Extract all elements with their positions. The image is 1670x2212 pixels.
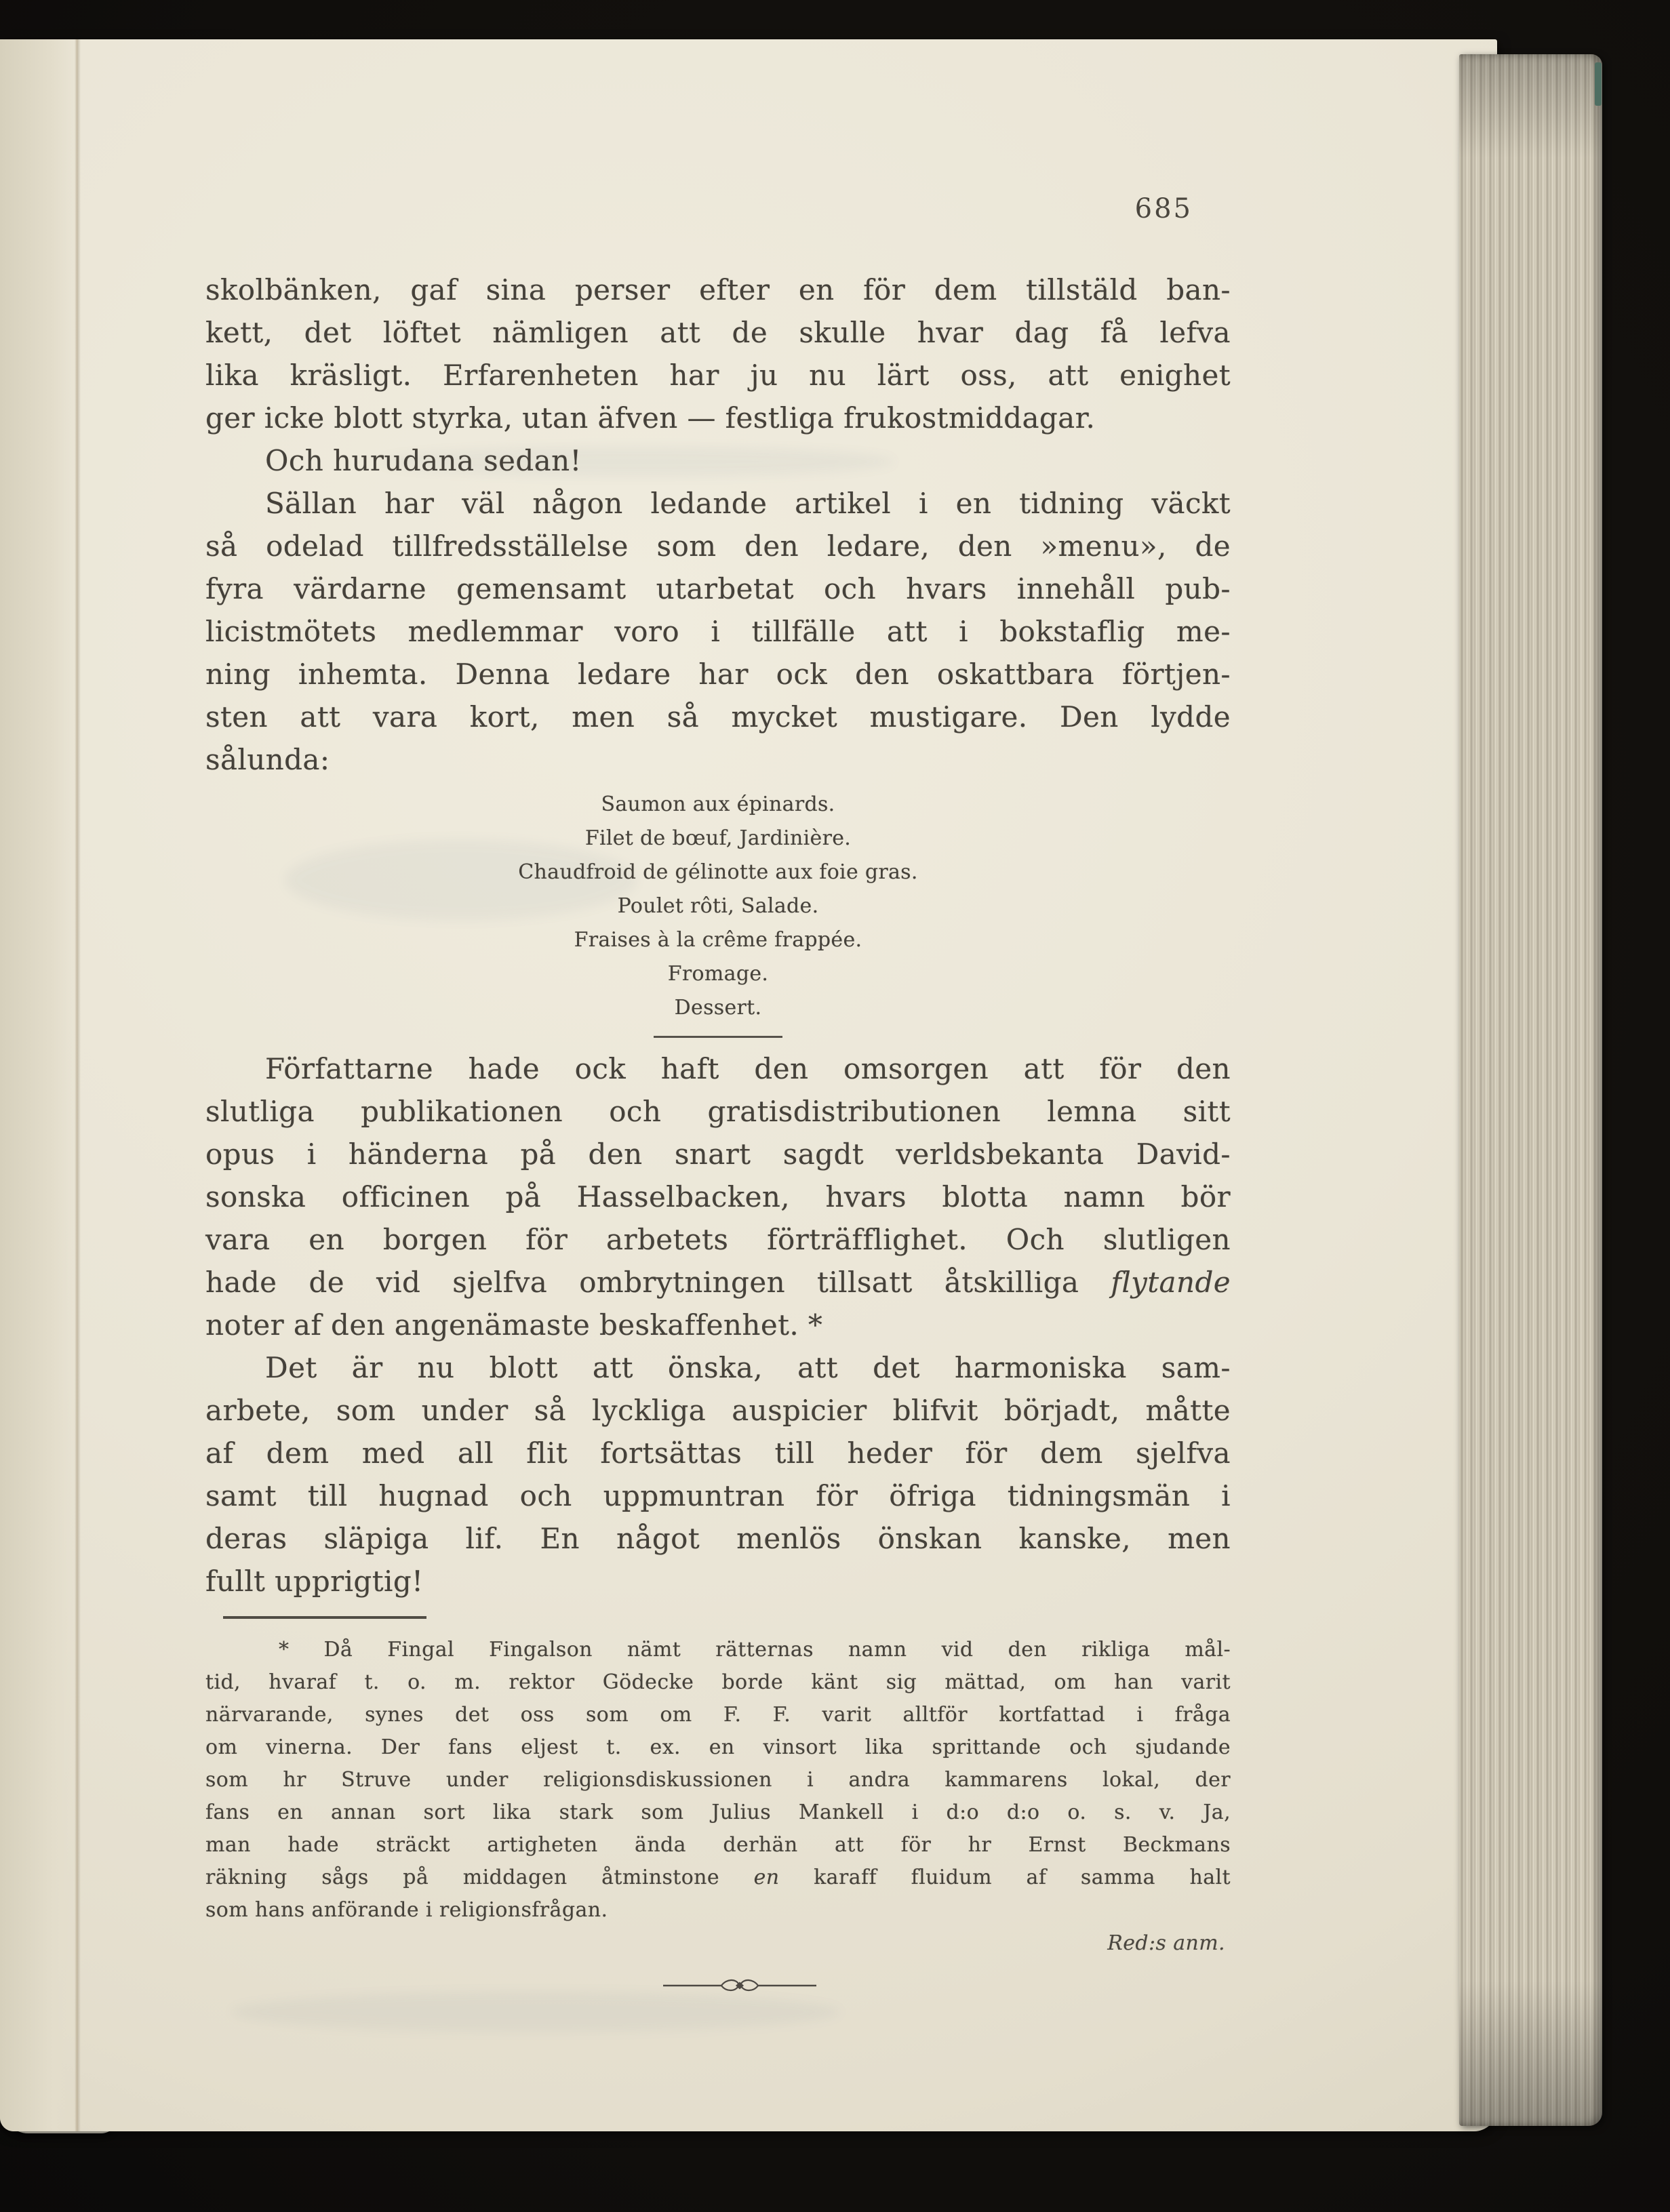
page-number: 685 bbox=[1134, 193, 1193, 224]
paragraph-continuation bbox=[205, 268, 1231, 439]
page-gutter-shadow bbox=[0, 39, 81, 2131]
ornament-icon bbox=[662, 1977, 818, 1994]
text-line: fullt upprigtig! bbox=[205, 1565, 424, 1598]
text-line: kett, det löftet nämligen att de skulle hvar dag få lefva bbox=[205, 316, 1231, 349]
paragraph bbox=[205, 1047, 1231, 1346]
bleed-through-smudge bbox=[231, 1992, 841, 2032]
italic-word: flytande bbox=[1111, 1266, 1231, 1299]
text-line: sonska officinen på Hasselbacken, hvars blotta namn bör bbox=[205, 1180, 1231, 1213]
page-content bbox=[205, 194, 1231, 1997]
text-line bbox=[205, 1261, 1231, 1304]
menu-item: Fraises à la crême frappée. bbox=[574, 928, 862, 952]
menu-item: Chaudfroid de gélinotte aux foie gras. bbox=[518, 860, 918, 884]
footnote-line: tid, hvaraf t. o. m. rektor Gödecke borde känt sig mättad, om han varit bbox=[205, 1670, 1231, 1694]
text-line: sålunda: bbox=[205, 743, 330, 776]
text-span: karaff fluidum af samma halt bbox=[779, 1866, 1231, 1889]
footnote-separator bbox=[223, 1616, 426, 1619]
footnote-line: som hr Struve under religionsdiskussionen i andra kammarens lokal, der bbox=[205, 1768, 1231, 1792]
menu-item: Saumon aux épinards. bbox=[601, 792, 835, 816]
text-line: slutliga publikationen och gratisdistributionen lemna sitt bbox=[205, 1095, 1231, 1128]
text-line: Det är nu blott att önska, att det harmoniska sam- bbox=[265, 1351, 1231, 1384]
text-line: Och hurudana sedan! bbox=[265, 444, 582, 477]
menu-list bbox=[205, 788, 1231, 1025]
footnote-line bbox=[205, 1862, 1231, 1894]
text-line: skolbänken, gaf sina perser efter en för dem tillstäld ban- bbox=[205, 273, 1231, 306]
text-line: ning inhemta. Denna ledare har ock den oskattbara förtjen- bbox=[205, 658, 1231, 691]
footnote-signature: Red:s anm. bbox=[1107, 1931, 1225, 1955]
footnote-line: om vinerna. Der fans eljest t. ex. en vinsort lika sprittande och sjudande bbox=[205, 1735, 1231, 1759]
text-span: hade de vid sjelfva ombrytningen tillsatt åtskilliga bbox=[205, 1266, 1111, 1299]
text-line: deras släpiga lif. En något menlös önskan kanske, men bbox=[205, 1522, 1231, 1555]
text-line: af dem med all flit fortsättas till heder för dem sjelfva bbox=[205, 1436, 1231, 1470]
footnote-line: fans en annan sort lika stark som Julius Mankell i d:o d:o o. s. v. Ja, bbox=[205, 1801, 1231, 1824]
text-line: fyra värdarne gemensamt utarbetat och hvars innehåll pub- bbox=[205, 572, 1231, 605]
text-line: vara en borgen för arbetets förträfflighet. Och slutligen bbox=[205, 1223, 1231, 1256]
text-line: noter af den angenämaste beskaffenhet. * bbox=[205, 1308, 823, 1342]
footnote-line: man hade sträckt artigheten ända derhän att för hr Ernst Beckmans bbox=[205, 1833, 1231, 1857]
book-fore-edge-pages bbox=[1459, 54, 1602, 2126]
menu-end-rule bbox=[654, 1036, 782, 1038]
text-line: arbete, som under så lyckliga auspicier blifvit börjadt, måtte bbox=[205, 1394, 1231, 1427]
text-line: Författarne hade ock haft den omsorgen att för den bbox=[265, 1052, 1231, 1085]
paragraph bbox=[205, 482, 1231, 781]
text-line: samt till hugnad och uppmuntran för öfriga tidningsmän i bbox=[205, 1479, 1231, 1512]
ornament-divider bbox=[227, 1977, 1252, 1997]
gutter-crease bbox=[75, 39, 81, 2131]
book-cover-edge bbox=[1595, 62, 1602, 106]
text-line: sten att vara kort, men så mycket mustigare. Den lydde bbox=[205, 700, 1231, 733]
menu-item: Poulet rôti, Salade. bbox=[617, 894, 819, 918]
footnote-line: som hans anförande i religionsfrågan. bbox=[205, 1898, 608, 1922]
menu-item: Fromage. bbox=[667, 962, 769, 986]
menu-item: Dessert. bbox=[674, 996, 762, 1020]
text-line: så odelad tillfredsställelse som den ledare, den »menu», de bbox=[205, 529, 1231, 563]
text-line: opus i händerna på den snart sagdt verldsbekanta David- bbox=[205, 1138, 1231, 1171]
text-span: räkning sågs på middagen åtminstone bbox=[205, 1866, 754, 1889]
text-line: licistmötets medlemmar voro i tillfälle att i bokstaflig me- bbox=[205, 615, 1231, 648]
footnote bbox=[205, 1634, 1231, 1960]
footnote-line: närvarande, synes det oss som om F. F. varit alltför kortfattad i fråga bbox=[205, 1703, 1231, 1727]
footnote-line: * Då Fingal Fingalson nämt rätternas namn vid den rikliga mål- bbox=[279, 1638, 1231, 1662]
menu-item: Filet de bœuf, Jardinière. bbox=[584, 826, 852, 850]
paragraph bbox=[205, 1346, 1231, 1603]
text-line: lika kräsligt. Erfarenheten har ju nu lärt oss, att enighet bbox=[205, 359, 1231, 392]
italic-word: en bbox=[753, 1866, 780, 1889]
text-line: Sällan har väl någon ledande artikel i en tidning väckt bbox=[265, 487, 1231, 520]
text-line: ger icke blott styrka, utan äfven — festliga frukostmiddagar. bbox=[205, 401, 1096, 435]
paragraph bbox=[205, 439, 1231, 482]
